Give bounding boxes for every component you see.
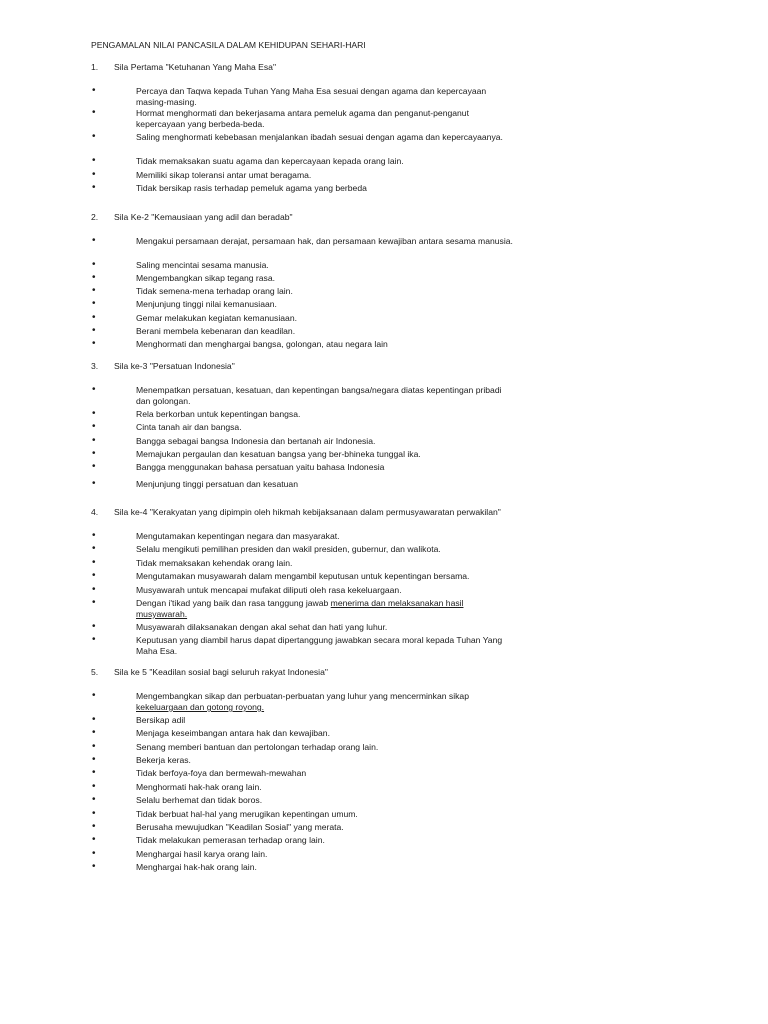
- section-heading: Sila Ke-2 "Kemausiaan yang adil dan beradab": [114, 212, 293, 222]
- bullet-icon: •: [92, 597, 96, 608]
- bullet-icon: •: [92, 794, 96, 805]
- list-item: Mengutamakan musyawarah dalam mengambil keputusan untuk kepentingan bersama.: [136, 571, 470, 581]
- list-item: Menjunjung tinggi nilai kemanusiaan.: [136, 299, 277, 309]
- list-item: Menjunjung tinggi persatuan dan kesatuan: [136, 479, 298, 489]
- bullet-icon: •: [92, 107, 96, 118]
- bullet-icon: •: [92, 131, 96, 142]
- bullet-icon: •: [92, 259, 96, 270]
- list-item: Selalu mengikuti pemilihan presiden dan wakil presiden, gubernur, dan walikota.: [136, 544, 441, 554]
- bullet-icon: •: [92, 169, 96, 180]
- underlined-phrase: menerima dan melaksanakan hasil musyawarah.: [136, 598, 464, 619]
- section-number: 5.: [91, 667, 99, 677]
- bullet-icon: •: [92, 298, 96, 309]
- list-item: Bangga menggunakan bahasa persatuan yaitu bahasa Indonesia: [136, 462, 385, 472]
- list-item: Mengembangkan sikap dan perbuatan-perbuatan yang luhur yang mencerminkan sikap kekeluargaan dan gotong royong.: [136, 691, 469, 712]
- underlined-phrase: kekeluargaan dan gotong royong.: [136, 702, 265, 712]
- list-item: Tidak memaksakan kehendak orang lain.: [136, 558, 293, 568]
- list-item: Hormat menghormati dan bekerjasama antara pemeluk agama dan penganut-penganut kepercayaan yang berbeda-beda.: [136, 108, 469, 129]
- bullet-icon: •: [92, 767, 96, 778]
- list-item: Musyawarah untuk mencapai mufakat diliputi oleh rasa kekeluargaan.: [136, 585, 402, 595]
- bullet-icon: •: [92, 421, 96, 432]
- bullet-icon: •: [92, 621, 96, 632]
- bullet-icon: •: [92, 155, 96, 166]
- section-heading: Sila ke 5 "Keadilan sosial bagi seluruh rakyat Indonesia": [114, 667, 328, 677]
- bullet-icon: •: [92, 754, 96, 765]
- list-item: Mengembangkan sikap tegang rasa.: [136, 273, 276, 283]
- bullet-icon: •: [92, 821, 96, 832]
- list-item: Menjaga keseimbangan antara hak dan kewajiban.: [136, 728, 330, 738]
- list-item: Menempatkan persatuan, kesatuan, dan kepentingan bangsa/negara diatas kepentingan pribadi dan golongan.: [136, 385, 502, 406]
- section-heading: Sila ke-4 "Kerakyatan yang dipimpin oleh hikmah kebijaksanaan dalam permusyawaratan perwakilan": [114, 507, 501, 517]
- bullet-icon: •: [92, 834, 96, 845]
- section-heading: Sila Pertama "Ketuhanan Yang Maha Esa": [114, 62, 277, 72]
- list-item: Memajukan pergaulan dan kesatuan bangsa yang ber-bhineka tunggal ika.: [136, 449, 421, 459]
- bullet-icon: •: [92, 861, 96, 872]
- bullet-icon: •: [92, 570, 96, 581]
- section-number: 3.: [91, 361, 99, 371]
- list-item: Tidak bersikap rasis terhadap pemeluk agama yang berbeda: [136, 183, 367, 193]
- bullet-icon: •: [92, 530, 96, 541]
- bullet-icon: •: [92, 312, 96, 323]
- list-item: Tidak berfoya-foya dan bermewah-mewahan: [136, 768, 307, 778]
- bullet-icon: •: [92, 808, 96, 819]
- list-item: Tidak melakukan pemerasan terhadap orang lain.: [136, 835, 325, 845]
- list-item: Bersikap adil: [136, 715, 186, 725]
- list-item: Tidak semena-mena terhadap orang lain.: [136, 286, 293, 296]
- bullet-icon: •: [92, 285, 96, 296]
- bullet-icon: •: [92, 478, 96, 489]
- list-item: Saling mencintai sesama manusia.: [136, 260, 269, 270]
- bullet-icon: •: [92, 634, 96, 645]
- list-item: Tidak memaksakan suatu agama dan kepercayaan kepada orang lain.: [136, 156, 404, 166]
- bullet-icon: •: [92, 461, 96, 472]
- list-item: Dengan i'tikad yang baik dan rasa tanggung jawab menerima dan melaksanakan hasil musyawarah.: [136, 598, 464, 619]
- bullet-icon: •: [92, 272, 96, 283]
- list-item: Menghargai hasil karya orang lain.: [136, 849, 268, 859]
- bullet-icon: •: [92, 448, 96, 459]
- list-item: Tidak berbuat hal-hal yang merugikan kepentingan umum.: [136, 809, 358, 819]
- list-item: Berusaha mewujudkan "Keadilan Sosial" yang merata.: [136, 822, 344, 832]
- section-heading: Sila ke-3 "Persatuan Indonesia": [114, 361, 235, 371]
- section-number: 4.: [91, 507, 99, 517]
- bullet-icon: •: [92, 325, 96, 336]
- list-item: Selalu berhemat dan tidak boros.: [136, 795, 263, 805]
- bullet-icon: •: [92, 384, 96, 395]
- bullet-icon: •: [92, 408, 96, 419]
- bullet-icon: •: [92, 557, 96, 568]
- section-number: 1.: [91, 62, 99, 72]
- list-item: Memiliki sikap toleransi antar umat beragama.: [136, 170, 312, 180]
- list-item: Bangga sebagai bangsa Indonesia dan bertanah air Indonesia.: [136, 436, 376, 446]
- list-item: Menghormati dan menghargai bangsa, golongan, atau negara lain: [136, 339, 388, 349]
- bullet-icon: •: [92, 714, 96, 725]
- bullet-icon: •: [92, 235, 96, 246]
- bullet-icon: •: [92, 727, 96, 738]
- list-item: Saling menghormati kebebasan menjalankan ibadah sesuai dengan agama dan kepercayaanya.: [136, 132, 503, 142]
- list-item: Mengakui persamaan derajat, persamaan hak, dan persamaan kewajiban antara sesama manusia.: [136, 236, 513, 246]
- list-item: Percaya dan Taqwa kepada Tuhan Yang Maha Esa sesuai dengan agama dan kepercayaan masing-masing.: [136, 86, 487, 107]
- list-item: Cinta tanah air dan bangsa.: [136, 422, 242, 432]
- bullet-icon: •: [92, 182, 96, 193]
- bullet-icon: •: [92, 338, 96, 349]
- bullet-icon: •: [92, 584, 96, 595]
- list-item: Rela berkorban untuk kepentingan bangsa.: [136, 409, 301, 419]
- document-title: PENGAMALAN NILAI PANCASILA DALAM KEHIDUPAN SEHARI-HARI: [91, 40, 366, 50]
- bullet-icon: •: [92, 543, 96, 554]
- list-item: Musyawarah dilaksanakan dengan akal sehat dan hati yang luhur.: [136, 622, 388, 632]
- list-item: Mengutamakan kepentingan negara dan masyarakat.: [136, 531, 340, 541]
- list-item: Gemar melakukan kegiatan kemanusiaan.: [136, 313, 297, 323]
- list-item: Menghormati hak-hak orang lain.: [136, 782, 262, 792]
- list-item: Bekerja keras.: [136, 755, 191, 765]
- bullet-icon: •: [92, 85, 96, 96]
- list-item: Berani membela kebenaran dan keadilan.: [136, 326, 296, 336]
- section-number: 2.: [91, 212, 99, 222]
- list-item: Keputusan yang diambil harus dapat dipertanggung jawabkan secara moral kepada Tuhan Yang Maha Esa.: [136, 635, 503, 656]
- bullet-icon: •: [92, 690, 96, 701]
- list-item: Menghargai hak-hak orang lain.: [136, 862, 257, 872]
- bullet-icon: •: [92, 781, 96, 792]
- list-item: Senang memberi bantuan dan pertolongan terhadap orang lain.: [136, 742, 379, 752]
- bullet-icon: •: [92, 848, 96, 859]
- bullet-icon: •: [92, 435, 96, 446]
- bullet-icon: •: [92, 741, 96, 752]
